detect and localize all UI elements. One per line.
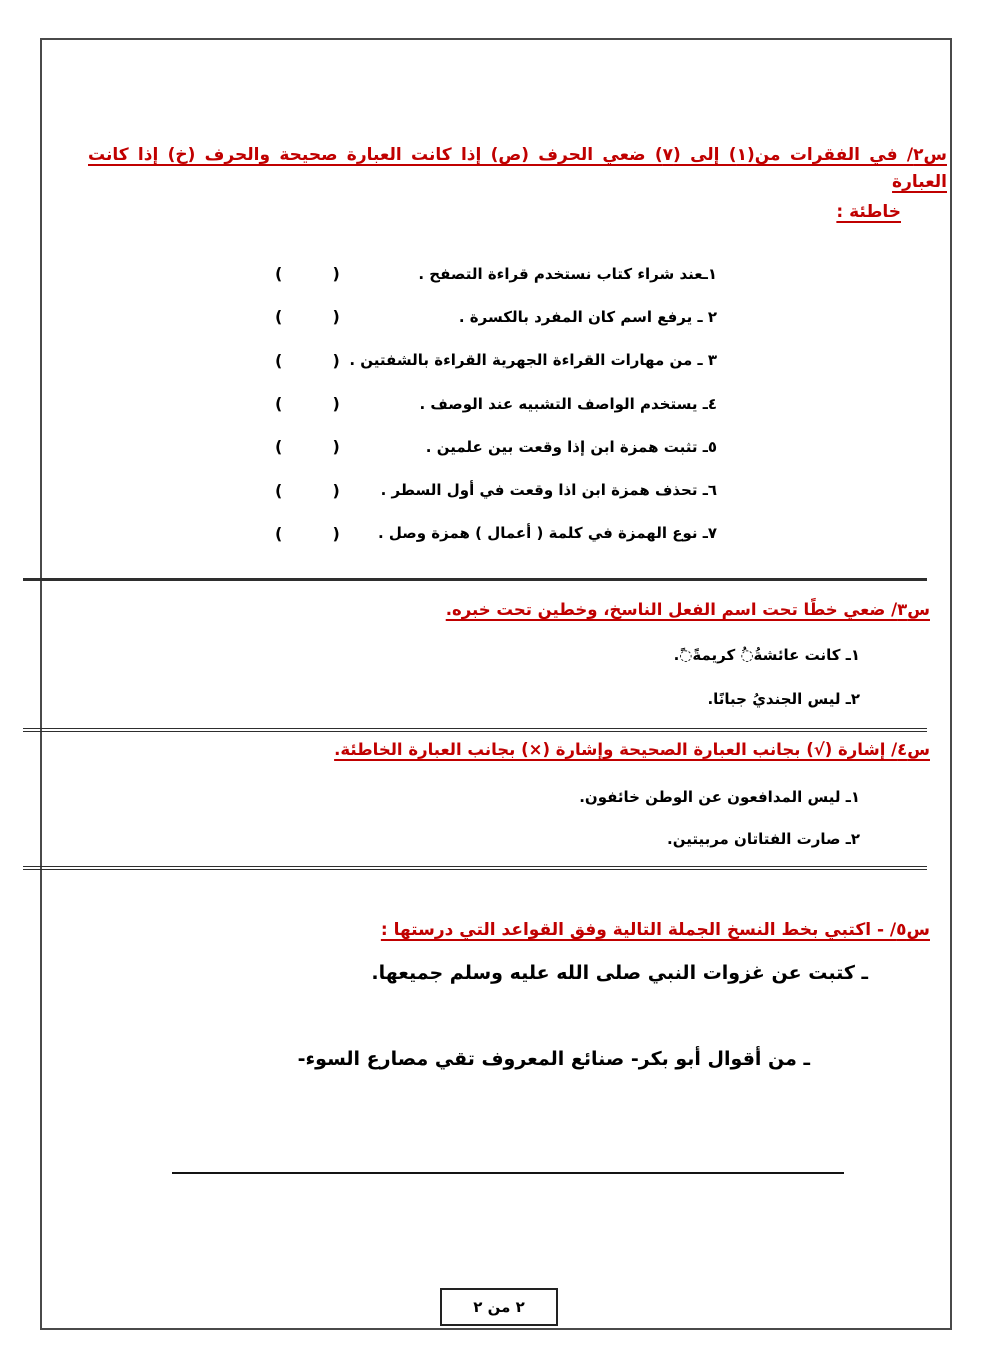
section-divider <box>23 728 927 732</box>
q2-item <box>275 252 717 295</box>
q2-item-text: ٣ ـ من مهارات القراءة الجهرية القراءة بالشفتين . <box>349 351 717 370</box>
section-divider <box>23 866 927 870</box>
page-number-box <box>440 1288 558 1326</box>
answer-parens: ( ) <box>275 523 340 543</box>
q2-heading-line1: س٢/ في الفقرات من(١) إلى (٧) ضعي الحرف (ص) إذا كانت العبارة صحيحة والحرف (خ) إذا كانت العبارة <box>88 145 947 193</box>
q3-item: ٢ـ ليس الجنديُ جبانًا. <box>707 690 860 708</box>
q2-item-text: ٥ـ تثبت همزة ابن إذا وقعت بين علمين . <box>425 437 717 456</box>
q2-heading-line2: خاطئة : <box>836 202 901 223</box>
q4-item: ١ـ ليس المدافعون عن الوطن خائفون. <box>579 788 860 806</box>
handwriting-line <box>172 1172 844 1174</box>
q2-heading <box>88 142 947 227</box>
q3-heading: س٣/ ضعي خطًا تحت اسم الفعل الناسخ، وخطين تحت خبره. <box>445 600 930 619</box>
q4-heading: س٤/ إشارة (√) بجانب العبارة الصحيحة وإشارة (×) بجانب العبارة الخاطئة. <box>334 740 930 759</box>
q2-item <box>275 512 717 555</box>
q5-sentence: ـ من أقوال أبو بكر- صنائع المعروف تقي مصارع السوء- <box>297 1048 810 1070</box>
q2-item-text: ١ـعند شراء كتاب نستخدم قراءة التصفح . <box>418 264 717 283</box>
section-divider <box>23 578 927 581</box>
page-border-box <box>40 38 952 1330</box>
page-number: ٢ من ٢ <box>473 1298 525 1316</box>
answer-parens: ( ) <box>275 394 340 414</box>
q5-heading: س٥/ - اكتبي بخط النسخ الجملة التالية وفق القواعد التي درستها : <box>380 920 930 940</box>
answer-parens: ( ) <box>275 307 340 327</box>
answer-parens: ( ) <box>275 437 340 457</box>
q2-item-text: ٤ـ يستخدم الواصف التشبيه عند الوصف . <box>419 394 717 413</box>
q2-item <box>275 382 717 425</box>
q2-item <box>275 339 717 382</box>
q2-item-text: ٦ـ تحذف همزة ابن اذا وقعت في أول السطر . <box>380 481 717 500</box>
answer-parens: ( ) <box>275 480 340 500</box>
answer-parens: ( ) <box>275 264 340 284</box>
q3-item: ١ـ كانت عائشةُ◌ُ كريمةً◌ً. <box>673 646 860 664</box>
q5-sentence: ـ كتبت عن غزوات النبي صلى الله عليه وسلم جميعها. <box>371 962 868 984</box>
q2-item <box>275 425 717 468</box>
q4-item: ٢ـ صارت الفتاتان مربيتين. <box>667 830 860 848</box>
q2-item-text: ٢ ـ يرفع اسم كان المفرد بالكسرة . <box>458 307 717 326</box>
q2-item <box>275 295 717 338</box>
q2-statement-list <box>275 252 717 555</box>
q2-item-text: ٧ـ نوع الهمزة في كلمة ( أعمال ) همزة وصل . <box>377 524 717 543</box>
q2-item <box>275 468 717 511</box>
answer-parens: ( ) <box>275 350 340 370</box>
